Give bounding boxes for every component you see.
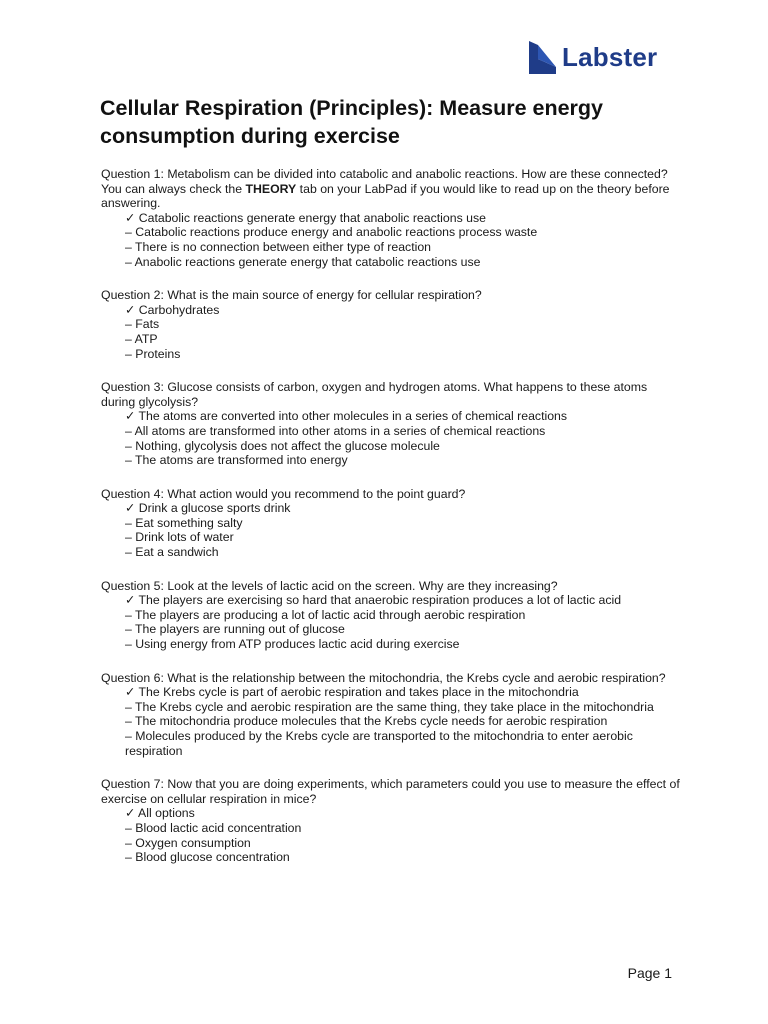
question-text: What is the main source of energy for cellular respiration? — [167, 288, 482, 303]
answer-option: – The players are producing a lot of lactic acid through aerobic respiration — [125, 607, 526, 622]
answer-options — [101, 593, 681, 651]
answer-option: – Blood glucose concentration — [125, 850, 290, 865]
question-list — [101, 167, 681, 884]
answer-options — [101, 211, 681, 269]
correct-answer-option: ✓ The players are exercising so hard that anaerobic respiration produces a lot of lactic acid — [125, 593, 622, 608]
question-label: Question 2: — [101, 288, 164, 303]
question-label: Question 7: — [101, 777, 164, 792]
question-prompt — [101, 167, 681, 211]
question-text: What is the relationship between the mitochondria, the Krebs cycle and aerobic respiration? — [167, 670, 666, 685]
answer-option: – The mitochondria produce molecules that the Krebs cycle needs for aerobic respiration — [125, 714, 608, 729]
question-text: Look at the levels of lactic acid on the screen. Why are they increasing? — [167, 578, 558, 593]
question-label: Question 3: — [101, 380, 164, 395]
answer-options — [101, 685, 681, 758]
correct-answer-option: ✓ Catabolic reactions generate energy that anabolic reactions use — [125, 210, 486, 225]
question-label: Question 4: — [101, 486, 164, 501]
question-prompt — [101, 487, 681, 502]
labster-logo-icon — [527, 40, 557, 74]
answer-option: – Nothing, glycolysis does not affect the glucose molecule — [125, 438, 440, 453]
correct-answer-option: ✓ The Krebs cycle is part of aerobic respiration and takes place in the mitochondria — [125, 685, 579, 700]
question-text: Now that you are doing experiments, which parameters could you use to measure the effect of exercise on cellular respiration in mice? — [101, 777, 680, 806]
answer-option: – All atoms are transformed into other atoms in a series of chemical reactions — [125, 423, 546, 438]
question-prompt — [101, 579, 681, 594]
brand-name: Labster — [562, 42, 658, 72]
answer-options — [101, 501, 681, 559]
theory-tab-reference: THEORY — [245, 181, 297, 196]
answer-option: – Drink lots of water — [125, 530, 234, 545]
question-block — [101, 777, 681, 865]
question-label: Question 5: — [101, 578, 164, 593]
question-prompt — [101, 671, 681, 686]
answer-option: – ATP — [125, 331, 158, 346]
answer-option: – Blood lactic acid concentration — [125, 820, 302, 835]
question-block — [101, 167, 681, 269]
answer-options — [101, 303, 681, 361]
correct-answer-option: ✓ All options — [125, 806, 195, 821]
question-text: What action would you recommend to the point guard? — [167, 486, 466, 501]
question-block — [101, 671, 681, 759]
correct-answer-option: ✓ The atoms are converted into other molecules in a series of chemical reactions — [125, 409, 568, 424]
question-text: tab on your LabPad if you would like to read up on the theory before answering. — [101, 181, 670, 211]
correct-answer-option: ✓ Carbohydrates — [125, 302, 220, 317]
answer-option: – Catabolic reactions produce energy and anabolic reactions process waste — [125, 225, 538, 240]
brand-logo — [527, 40, 657, 74]
answer-option: – The atoms are transformed into energy — [125, 453, 348, 468]
question-block — [101, 288, 681, 361]
answer-option: – Proteins — [125, 346, 181, 361]
answer-option: – Molecules produced by the Krebs cycle are transported to the mitochondria to enter aerobic respiration — [125, 729, 633, 758]
answer-option: – There is no connection between either type of reaction — [125, 239, 432, 254]
question-label: Question 6: — [101, 670, 164, 685]
document-title: Cellular Respiration (Principles): Measure energy consumption during exercise — [100, 96, 604, 148]
answer-option: – Eat something salty — [125, 515, 243, 530]
question-label: Question 1: — [101, 167, 164, 181]
answer-option: – Anabolic reactions generate energy that catabolic reactions use — [125, 254, 481, 269]
answer-option: – The Krebs cycle and aerobic respiration are the same thing, they take place in the mitochondria — [125, 699, 654, 714]
question-prompt — [101, 380, 681, 409]
question-block — [101, 380, 681, 468]
answer-option: – Fats — [125, 317, 160, 332]
answer-option: – The players are running out of glucose — [125, 622, 345, 637]
answer-option: – Oxygen consumption — [125, 835, 251, 850]
question-block — [101, 579, 681, 652]
question-text: Glucose consists of carbon, oxygen and hydrogen atoms. What happens to these atoms during glycolysis? — [101, 380, 648, 409]
question-block — [101, 487, 681, 560]
question-text: Metabolism can be divided into catabolic and anabolic reactions. How are these connected? You can always check the — [101, 167, 668, 196]
answer-options — [101, 806, 681, 864]
answer-options — [101, 409, 681, 467]
answer-option: – Using energy from ATP produces lactic acid during exercise — [125, 637, 460, 652]
page-number: Page 1 — [627, 965, 672, 981]
answer-option: – Eat a sandwich — [125, 545, 219, 560]
question-prompt — [101, 777, 681, 806]
correct-answer-option: ✓ Drink a glucose sports drink — [125, 501, 291, 516]
question-prompt — [101, 288, 681, 303]
